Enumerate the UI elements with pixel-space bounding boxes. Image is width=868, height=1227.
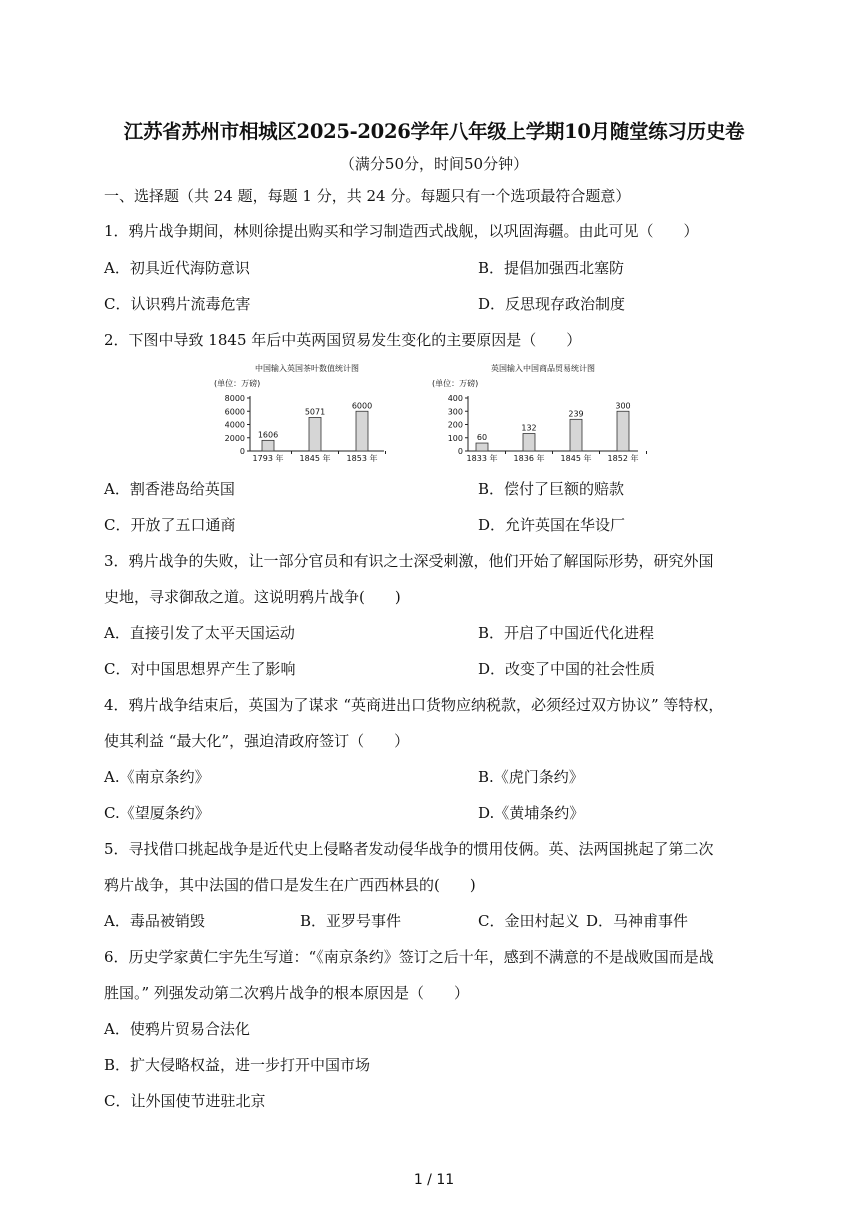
question-4-option-d: D.《黄埔条约》 bbox=[478, 804, 585, 822]
question-5-option-a: A．毒品被销毁 bbox=[104, 912, 205, 930]
y-tick-label: 2000 bbox=[224, 433, 245, 443]
chart-unit-label: (单位：万磅) bbox=[432, 379, 479, 388]
question-3-option-b: B．开启了中国近代化进程 bbox=[478, 624, 655, 642]
bar-value-label: 132 bbox=[521, 423, 537, 433]
bar-value-label: 239 bbox=[568, 409, 584, 419]
question-4-stem-line-1: 4．鸦片战争结束后，英国为了谋求 “英商进出口货物应纳税款，必须经过双方协议” 等特权， bbox=[104, 696, 724, 714]
question-3-stem-line-2: 史地，寻求御敌之道。这说明鸦片战争( ) bbox=[104, 588, 401, 606]
question-3-option-a: A．直接引发了太平天国运动 bbox=[104, 624, 295, 642]
page-title: 江苏省苏州市相城区2025-2026学年八年级上学期10月随堂练习历史卷 bbox=[123, 120, 745, 143]
question-6-option-c: C．让外国使节进驻北京 bbox=[104, 1092, 266, 1110]
y-tick-label: 0 bbox=[239, 447, 245, 456]
question-1-option-b: B．提倡加强西北塞防 bbox=[478, 259, 625, 277]
question-3-option-d: D．改变了中国的社会性质 bbox=[478, 660, 656, 678]
y-tick-label: 4000 bbox=[224, 420, 245, 430]
x-tick-label: 1836 年 bbox=[513, 454, 545, 463]
question-4-option-b: B.《虎门条约》 bbox=[478, 768, 584, 786]
chart-unit-label: (单位：万磅) bbox=[214, 379, 261, 388]
question-4-option-a: A.《南京条约》 bbox=[104, 768, 210, 786]
x-tick-label: 1845 年 bbox=[560, 454, 592, 463]
chart-bar bbox=[476, 443, 488, 451]
question-5-option-b: B．亚罗号事件 bbox=[300, 912, 402, 930]
chart-title: 英国输入中国商品贸易统计图 bbox=[491, 364, 595, 373]
chart-bar bbox=[356, 411, 368, 451]
question-5-option-d: D．马神甫事件 bbox=[586, 912, 689, 930]
bar-value-label: 1606 bbox=[257, 430, 279, 440]
y-tick-label: 6000 bbox=[224, 407, 245, 417]
chart-title: 中国输入英国茶叶数值统计图 bbox=[255, 364, 359, 373]
question-3-stem-line-1: 3．鸦片战争的失败，让一部分官员和有识之士深受刺激，他们开始了解国际形势，研究外国 bbox=[104, 552, 714, 570]
question-1-option-d: D．反思现存政治制度 bbox=[478, 295, 626, 313]
question-3-option-c: C．对中国思想界产生了影响 bbox=[104, 660, 296, 678]
question-1-option-c: C．认识鸦片流毒危害 bbox=[104, 295, 251, 313]
question-2-option-d: D．允许英国在华设厂 bbox=[478, 516, 626, 534]
question-4-option-c: C.《望厦条约》 bbox=[104, 804, 210, 822]
question-6-stem-line-1: 6．历史学家黄仁宇先生写道：“《南京条约》签订之后十年，感到不满意的不是战败国而是战 bbox=[104, 948, 714, 966]
x-tick-label: 1793 年 bbox=[252, 454, 284, 463]
chart-bar bbox=[617, 411, 629, 451]
chart-bar bbox=[262, 440, 274, 451]
question-2-stem: 2．下图中导致 1845 年后中英两国贸易发生变化的主要原因是（ ） bbox=[104, 331, 582, 349]
chart-bar bbox=[309, 417, 321, 451]
page-subtitle: （满分50分，时间50分钟） bbox=[339, 155, 529, 173]
x-tick-label: 1852 年 bbox=[607, 454, 639, 463]
y-tick-label: 0 bbox=[457, 447, 463, 456]
chart-bar bbox=[570, 419, 582, 451]
question-6-option-b: B．扩大侵略权益，进一步打开中国市场 bbox=[104, 1056, 371, 1074]
bar-value-label: 5071 bbox=[304, 407, 326, 417]
y-tick-label: 400 bbox=[447, 394, 463, 403]
question-2-option-a: A．割香港岛给英国 bbox=[104, 480, 235, 498]
question-4-stem-line-2: 使其利益 “最大化”，强迫清政府签订（ ） bbox=[104, 732, 410, 750]
question-5-stem-line-1: 5．寻找借口挑起战争是近代史上侵略者发动侵华战争的惯用伎俩。英、法两国挑起了第二次 bbox=[104, 840, 714, 858]
bar-value-label: 300 bbox=[615, 401, 631, 411]
chart-bar bbox=[523, 434, 535, 451]
question-5-option-c: C．金田村起义 bbox=[478, 912, 580, 930]
british-import-chart bbox=[430, 362, 650, 466]
y-tick-label: 8000 bbox=[224, 394, 245, 403]
y-tick-label: 200 bbox=[447, 420, 463, 430]
question-6-option-a: A．使鸦片贸易合法化 bbox=[104, 1020, 250, 1038]
y-tick-label: 100 bbox=[447, 433, 463, 443]
question-5-stem-line-2: 鸦片战争，其中法国的借口是发生在广西西林县的( ) bbox=[104, 876, 476, 894]
tea-export-chart bbox=[212, 362, 402, 466]
question-1-option-a: A．初具近代海防意识 bbox=[104, 259, 250, 277]
y-tick-label: 300 bbox=[447, 407, 463, 417]
question-2-option-c: C．开放了五口通商 bbox=[104, 516, 236, 534]
page-number: 1 / 11 bbox=[413, 1172, 455, 1188]
x-tick-label: 1853 年 bbox=[346, 454, 378, 463]
bar-value-label: 60 bbox=[476, 433, 488, 443]
section-heading: 一、选择题（共 24 题，每题 1 分，共 24 分。每题只有一个选项最符合题意） bbox=[104, 187, 631, 205]
bar-value-label: 6000 bbox=[351, 401, 373, 411]
x-tick-label: 1845 年 bbox=[299, 454, 331, 463]
question-6-stem-line-2: 胜国。” 列强发动第二次鸦片战争的根本原因是（ ） bbox=[104, 984, 469, 1002]
question-1-stem: 1．鸦片战争期间，林则徐提出购买和学习制造西式战舰，以巩固海疆。由此可见（ ） bbox=[104, 222, 699, 240]
question-2-option-b: B．偿付了巨额的赔款 bbox=[478, 480, 625, 498]
x-tick-label: 1833 年 bbox=[466, 454, 498, 463]
